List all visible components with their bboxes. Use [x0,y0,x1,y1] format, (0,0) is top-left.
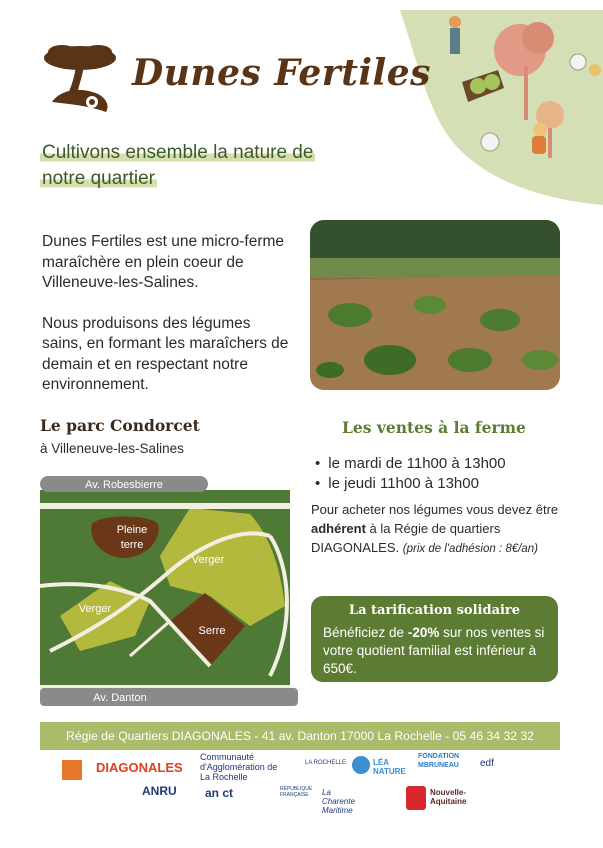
sales-schedule [312,454,506,494]
map-zone-verger-1: Verger [191,554,225,566]
partner-logos-row-1 [40,750,560,780]
membership-bold: adhérent [311,521,366,536]
partner-la-rochelle: LA ROCHELLE [305,760,347,766]
diagonales-logo-icon [62,760,82,780]
solidarity-pricing-box [311,596,558,682]
partner-fondation: FONDATION MBRUNEAU [418,753,460,769]
partner-diagonales: DIAGONALES [96,760,183,775]
nouvelle-aquitaine-logo-icon [406,786,426,810]
park-map [40,476,298,706]
lea-nature-logo-icon [352,756,370,774]
tarif-body-2: sur nos ventes si votre quotient familial est inférieur à 650€. [323,625,545,676]
partner-nouvelle-aquitaine: Nouvelle-Aquitaine [430,788,467,806]
tarif-title: La tarification solidaire [348,603,521,618]
park-title: Le parc Condorcet [40,416,200,435]
brand-name: Dunes Fertiles [132,52,431,94]
tagline [40,140,380,192]
footer-contact: Régie de Quartiers DIAGONALES - 41 av. Danton 17000 La Rochelle - 05 46 34 32 32 [40,722,560,750]
partner-logos-row-2 [40,782,560,815]
map-street-bottom: Av. Danton [93,692,147,704]
intro-text [42,232,292,396]
tarif-body-1: Bénéficiez de [323,625,405,640]
partner-republique: RÉPUBLIQUE FRANÇAISE [280,786,313,798]
map-zone-pleine-1: Pleine [116,524,148,536]
partner-agglo: Communauté d'Agglomération de La Rochelle [200,752,278,782]
partner-anct: an ct [205,786,234,800]
map-zone-serre: Serre [198,625,226,637]
schedule-item: • le mardi de 11h00 à 13h00 [312,454,506,474]
intro-paragraph-1: Dunes Fertiles est une micro-ferme maraîchère en plein coeur de Villeneuve-les-Salines. [42,233,285,291]
tree-logo-icon [40,40,120,115]
tagline-line-2: notre quartier [42,168,156,189]
membership-text-2: à la Régie de quartiers DIAGONALES. [311,521,501,555]
garden-illustration [400,10,603,205]
partner-lea-nature: LÉA NATURE [373,758,406,776]
partner-edf: edf [480,758,494,769]
sales-title: Les ventes à la ferme [342,418,526,437]
park-subtitle: à Villeneuve-les-Salines [40,441,184,456]
tarif-discount: -20% [407,625,440,640]
membership-text [311,500,566,559]
map-street-top: Av. Robesbierre [85,479,163,491]
tagline-line-1: Cultivons ensemble la nature de [42,142,314,163]
vegetable-field-photo [310,220,560,390]
tarif-body [323,624,553,678]
schedule-item: • le jeudi 11h00 à 13h00 [312,474,506,494]
membership-price-note: (prix de l'adhésion : 8€/an) [402,543,538,555]
membership-text-1: Pour acheter nos légumes vous devez être [311,502,559,517]
map-zone-pleine-2: terre [120,539,144,551]
partner-charente-maritime: La Charente Maritime [322,788,355,815]
map-zone-verger-2: Verger [78,603,112,615]
intro-paragraph-2: Nous produisons des légumes sains, en formant les maraîchers de demain et en respectant notre environnement. [42,314,289,393]
partner-anru: ANRU [142,784,177,798]
